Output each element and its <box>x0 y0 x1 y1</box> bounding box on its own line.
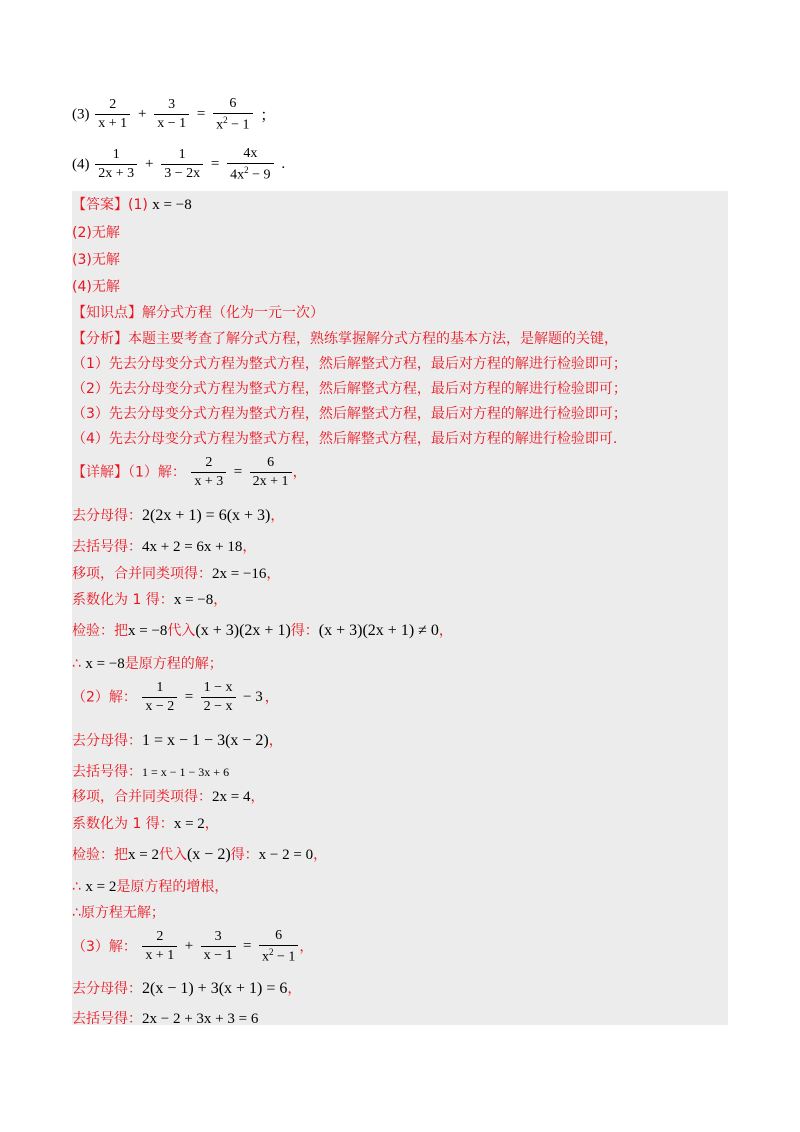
detail-step: 去括号得：4x + 2 = 6x + 18， <box>72 539 257 555</box>
equals-sign: = <box>196 106 206 123</box>
fraction: $\frac{3}{x - 1}$ <box>154 97 189 132</box>
question-3 <box>72 96 277 134</box>
question-4 <box>72 146 287 184</box>
fraction: $\frac{4x}{4x^2 - 9}$ <box>227 146 273 184</box>
fraction: $\frac{1}{2x + 3}$ <box>95 147 137 182</box>
punctuation: ； <box>260 108 276 125</box>
detail-check: 检验：把x = −8代入(x + 3)(2x + 1)得：(x + 3)(2x + 1) ≠ 0， <box>72 622 453 639</box>
math: x = 2 <box>128 847 159 863</box>
answer-line-1: 【答案】(1) x = −8 <box>72 197 192 213</box>
answer-line-3: (3)无解 <box>72 252 120 268</box>
plus-sign: + <box>144 156 154 173</box>
answer-line-4: (4)无解 <box>72 279 120 295</box>
knowledge-point: 【知识点】解分式方程（化为一元一次） <box>72 305 324 321</box>
math: 2x − 2 + 3x + 3 = 6 <box>142 1011 259 1027</box>
math: x = −8 <box>173 592 214 608</box>
fraction: $\frac{1}{3 - 2x}$ <box>161 147 203 182</box>
analysis-step: （4）先去分母变分式方程为整式方程，然后解整式方程，最后对方程的解进行检验即可. <box>72 431 618 447</box>
fraction: $\frac{2}{x + 1}$ <box>142 929 177 964</box>
math: x − 2 = 0 <box>258 847 314 863</box>
answer-line-2: (2)无解 <box>72 225 120 241</box>
analysis-step: （1）先去分母变分式方程为整式方程，然后解整式方程，最后对方程的解进行检验即可； <box>72 356 627 372</box>
detail-step: 移项，合并同类项得：2x = 4， <box>72 789 265 805</box>
math: x = −8 <box>128 623 168 639</box>
detail-step: 系数化为 1 得：x = 2， <box>72 816 219 832</box>
detail-part3-header: （3）解： $\frac{2}{x + 1}$ + $\frac{3}{x - 1}$ = $\frac{6}{x^2 - 1}$ ， <box>72 928 314 965</box>
detail-step: 去括号得：2x − 2 + 3x + 3 = 6 <box>72 1011 259 1027</box>
math: x = 2 <box>85 879 117 895</box>
math: x = −8 <box>85 656 125 672</box>
detail-conclusion: ∴ x = 2是原方程的增根， <box>72 879 229 895</box>
math: 1 = x − 1 − 3(x − 2) <box>142 732 269 749</box>
fraction: $\frac{2}{x + 3}$ <box>191 455 226 490</box>
fraction: $\frac{6}{2x + 1}$ <box>250 455 292 490</box>
detail-part2-header: （2）解： $\frac{1}{x - 2}$ = $\frac{1 - x}{2 - x}$ − 3 ， <box>72 680 279 715</box>
answer-tag: 【答案】 <box>72 197 128 213</box>
detail-step: 移项，合并同类项得：2x = −16， <box>72 566 281 582</box>
math: 1 = x − 1 − 3x + 6 <box>142 765 230 779</box>
math: 2(2x + 1) = 6(x + 3) <box>142 507 271 524</box>
detail-conclusion: ∴ x = −8是原方程的解； <box>72 656 223 672</box>
math: x = −8 <box>152 197 192 213</box>
math: (x − 2) <box>186 846 231 863</box>
math: (x + 3)(2x + 1) <box>195 622 291 639</box>
detail-part1-header: 【详解】（1）解： $\frac{2}{x + 3}$ = $\frac{6}{2x + 1}$ ， <box>72 455 307 490</box>
analysis-step: （2）先去分母变分式方程为整式方程，然后解整式方程，最后对方程的解进行检验即可； <box>72 381 627 397</box>
question-label: (3) <box>72 106 90 123</box>
fraction: $\frac{3}{x - 1}$ <box>201 929 236 964</box>
detail-step: 去分母得：1 = x − 1 − 3(x − 2)， <box>72 732 283 749</box>
analysis-intro: 【分析】本题主要考查了解分式方程，熟练掌握解分式方程的基本方法，是解题的关键， <box>72 331 618 347</box>
math: (x + 3)(2x + 1) ≠ 0 <box>318 622 439 639</box>
fraction: $\frac{6}{x^2 - 1}$ <box>259 928 298 966</box>
equals-sign: = <box>210 156 220 173</box>
fraction: $\frac{6}{x^2 - 1}$ <box>213 96 252 134</box>
question-label: (4) <box>72 156 90 173</box>
math: 2x = 4 <box>212 789 251 805</box>
math: 2(x − 1) + 3(x + 1) = 6 <box>142 980 288 997</box>
detail-final: ∴原方程无解； <box>72 905 165 921</box>
detail-step: 系数化为 1 得：x = −8， <box>72 592 228 608</box>
detail-step: 去括号得：1 = x − 1 − 3x + 6 <box>72 764 230 780</box>
detail-step: 去分母得：2(2x + 1) = 6(x + 3)， <box>72 507 285 524</box>
analysis-step: （3）先去分母变分式方程为整式方程，然后解整式方程，最后对方程的解进行检验即可； <box>72 406 627 422</box>
math: 2x = −16 <box>212 566 267 582</box>
detail-check: 检验：把x = 2代入(x − 2)得：x − 2 = 0， <box>72 846 328 863</box>
fraction: $\frac{2}{x + 1}$ <box>95 97 130 132</box>
detail-step: 去分母得：2(x − 1) + 3(x + 1) = 6， <box>72 980 302 997</box>
plus-sign: + <box>137 106 147 123</box>
punctuation: . <box>281 156 286 173</box>
math: 4x + 2 = 6x + 18 <box>142 539 243 555</box>
fraction: $\frac{1 - x}{2 - x}$ <box>201 680 236 715</box>
fraction: $\frac{1}{x - 2}$ <box>142 680 177 715</box>
math: x = 2 <box>173 816 205 832</box>
